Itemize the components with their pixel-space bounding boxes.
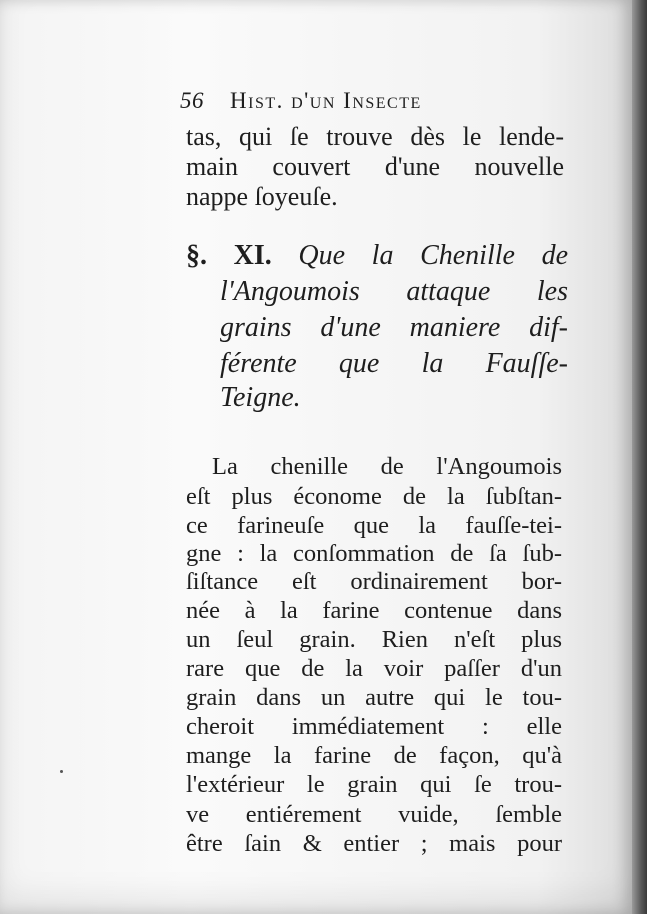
carryover-line: main couvert d'une nouvelle [186, 152, 564, 181]
section-heading-line [220, 382, 568, 414]
section-heading-text: Que la Chenille de [298, 240, 568, 271]
ink-speck [60, 770, 63, 773]
section-heading-line [220, 276, 568, 308]
section-heading-text: grains d'une maniere dif- [220, 312, 568, 343]
paragraph-line: grain dans un autre qui le tou- [186, 684, 562, 711]
paragraph-line: eſt plus économe de la ſubſtan- [186, 483, 562, 510]
paragraph-line: ce farineuſe que la fauſſe-tei- [186, 512, 562, 539]
section-number: §. XI. [186, 240, 272, 271]
running-head [180, 88, 570, 120]
paragraph-line: ſiſtance eſt ordinairement bor- [186, 568, 562, 595]
paragraph-line: cheroit immédiatement : elle [186, 713, 562, 740]
page-number: 56 [180, 88, 204, 113]
paragraph-line: La chenille de l'Angoumois [212, 453, 562, 480]
page-edge-shadow [632, 0, 647, 914]
paragraph-line: mange la farine de façon, qu'à [186, 742, 562, 769]
paragraph-line: un ſeul grain. Rien n'eſt plus [186, 626, 562, 653]
paragraph-line: être ſain & entier ; mais pour [186, 830, 562, 857]
paragraph-line: née à la farine contenue dans [186, 597, 562, 624]
section-heading-text: férente que la Fauſſe- [220, 348, 568, 379]
carryover-line: nappe ſoyeuſe. [186, 182, 338, 211]
paragraph-line: rare que de la voir paſſer d'un [186, 655, 562, 682]
paragraph-line: l'extérieur le grain qui ſe trou- [186, 771, 562, 798]
paragraph-line: ve entiérement vuide, ſemble [186, 801, 562, 828]
carryover-line: tas, qui ſe trouve dès le lende- [186, 122, 564, 151]
section-heading-line [186, 240, 568, 272]
section-heading-text: l'Angoumois attaque les [220, 276, 568, 307]
paragraph-line: gne : la conſommation de ſa ſub- [186, 540, 562, 567]
section-heading-line [220, 348, 568, 380]
section-heading-text: Teigne. [220, 382, 301, 413]
section-heading-line [220, 312, 568, 344]
running-title: Hist. d'un Insecte [230, 88, 422, 113]
